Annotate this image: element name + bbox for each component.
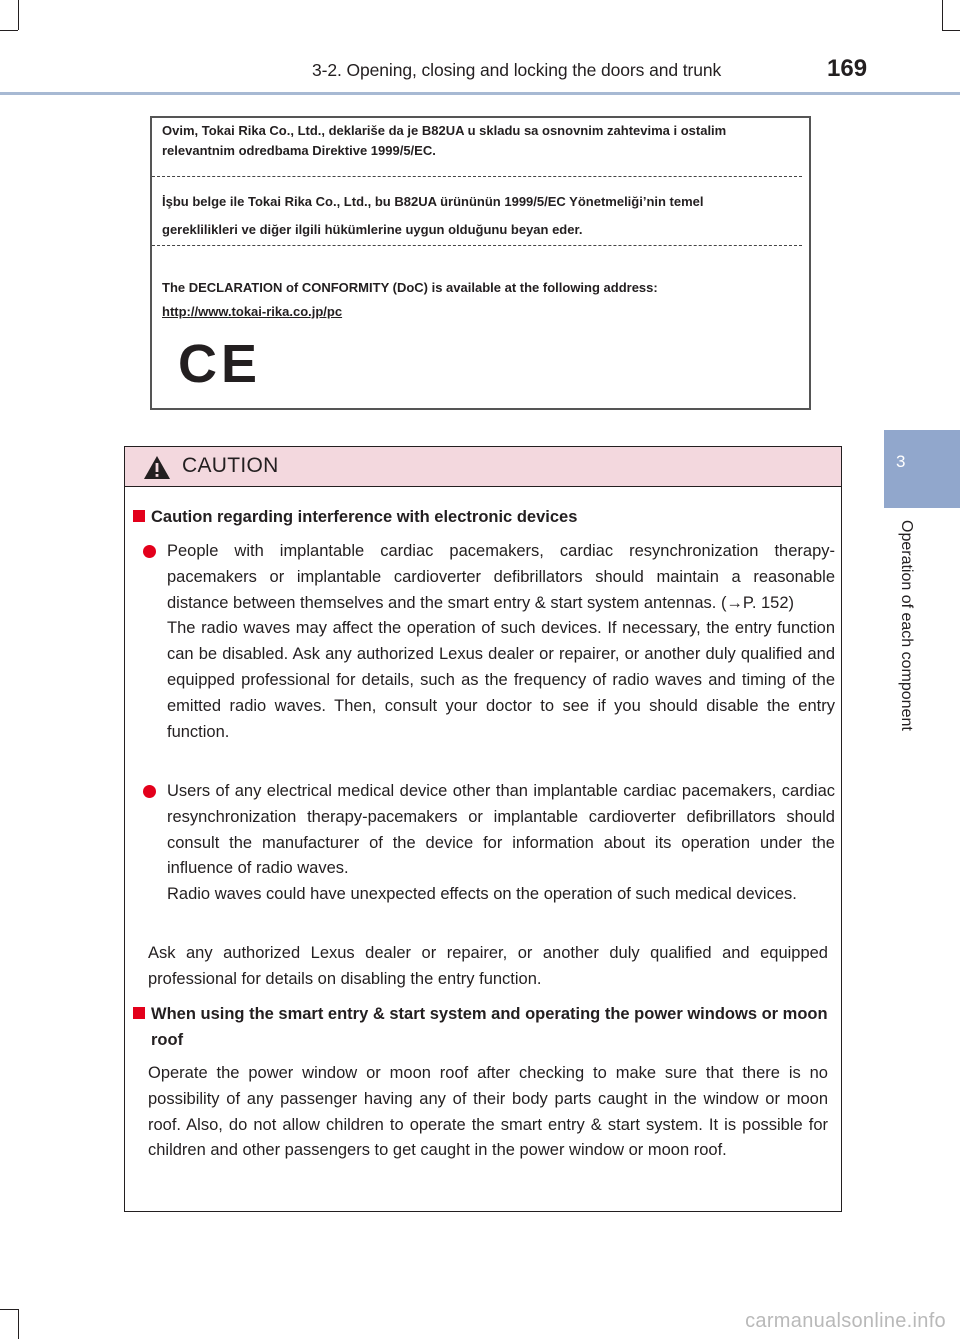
caution-title: CAUTION [182,454,279,477]
divider [152,176,802,177]
caution-header [125,447,841,487]
crop-mark-tl-v [18,0,19,30]
ce-mark-icon [178,334,262,394]
declaration-line: gereklilikleri ve diğer ilgili hükümlerine uygun olduğunu beyan eder. [162,222,583,237]
section-title: 3-2. Opening, closing and locking the doors and trunk [312,60,722,80]
declaration-line: relevantnim odredbama Direktive 1999/5/EC. [162,143,436,158]
bullet-text: People with implantable cardiac pacemakers, cardiac resynchronization therapy-pacemakers or implantable cardioverter defibrillators should maintain a reasonable distance between themselves and the smart entry & start system antennas. (→P. 152) [167,542,835,612]
watermark: carmanualsonline.info [745,1310,946,1332]
divider [152,245,802,246]
red-bullet-icon [143,785,156,798]
declaration-url: http://www.tokai-rika.co.jp/pc [162,304,343,319]
red-square-icon [133,1007,145,1019]
body-text: Operate the power window or moon roof after checking to make sure that there is no possibility of any passenger having any of their body parts caught in the window or moon roof. Also, do not allow children to operate the smart entry & start system. It is possible for children and other passengers to get caught in the power window or moon roof. [148,1064,828,1160]
chapter-number: 3 [896,452,906,471]
bullet-text: Users of any electrical medical device other than implantable cardiac pacemakers, cardiac resynchronization therapy-pacemakers or implantable cardioverter defibrillators should consult the manufacturer of the device for information about its operation under the influence of radio waves. [167,782,835,878]
caution-box [124,446,842,1212]
crop-mark-bl-h [0,1309,18,1310]
page-number: 169 [827,55,868,82]
declaration-line: Ovim, Tokai Rika Co., Ltd., deklariše da je B82UA u skladu sa osnovnim zahtevima i ostalim [162,123,727,138]
warning-triangle-icon [143,455,171,480]
red-square-icon [133,510,145,522]
crop-mark-tl-h [0,30,18,31]
declaration-line: İşbu belge ile Tokai Rika Co., Ltd., bu B82UA ürününün 1999/5/EC Yönetmeliği’nin temel [162,194,704,209]
section-heading-wrap [133,1001,833,1053]
bullet-item [143,539,835,745]
declaration-of-conformity-image [150,116,811,410]
bullet-item [143,779,835,908]
red-bullet-icon [143,545,156,558]
bullet-text: The radio waves may affect the operation of such devices. If necessary, the entry function can be disabled. Ask any authorized Lexus dealer or repairer, or another duly qualified and equipped professional for details, such as the frequency of radio waves and timing of the emitted radio waves. Then, consult your doctor to see if you should disable the entry function. [167,619,835,741]
note-text: Ask any authorized Lexus dealer or repairer, or another duly qualified and equipped professional for details on disabling the entry function. [148,944,828,988]
chapter-label [893,520,917,778]
bullet-text: Radio waves could have unexpected effects on the operation of such medical devices. [167,885,797,904]
header-rule [0,92,960,95]
ce-mark-text: CE [178,334,262,394]
crop-mark-tr-v [942,0,943,30]
crop-mark-bl-v [18,1309,19,1339]
declaration-line: The DECLARATION of CONFORMITY (DoC) is available at the following address: [162,280,658,295]
chapter-label-text: Operation of each component [898,520,915,731]
section-heading-text: Caution regarding interference with electronic devices [151,508,578,526]
section-heading-text: When using the smart entry & start system and operating the power windows or moon roof [151,1005,828,1049]
section-heading [133,1001,833,1053]
crop-mark-tr-h [942,30,960,31]
section-heading [133,504,577,530]
